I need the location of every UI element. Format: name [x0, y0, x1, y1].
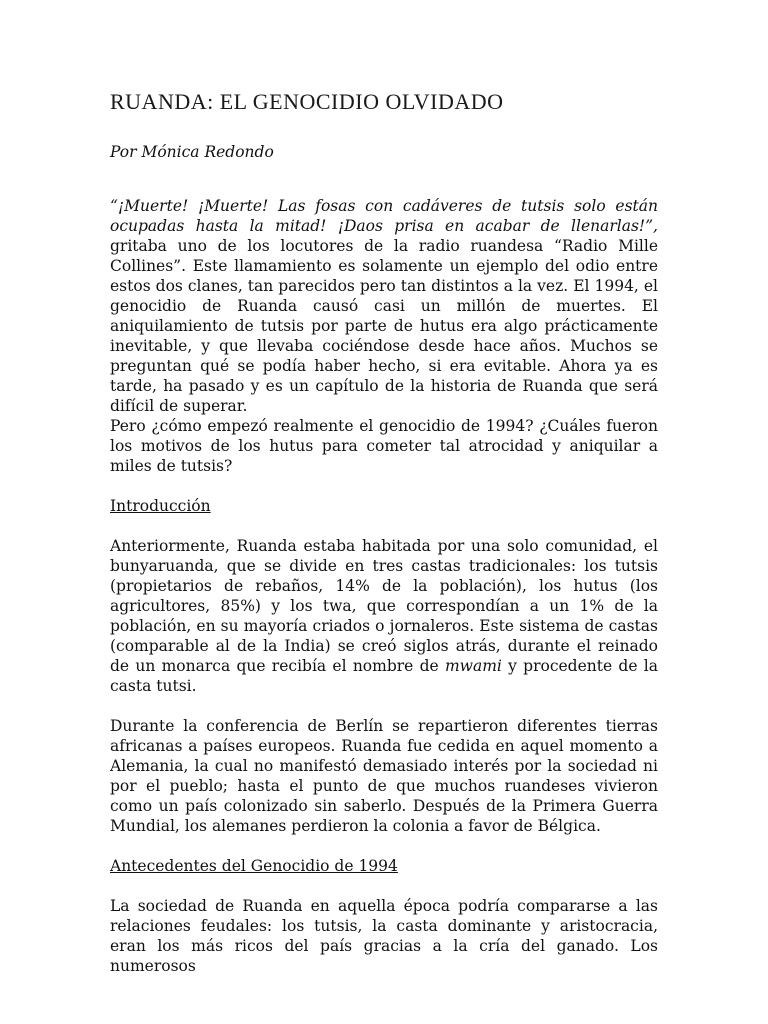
author-line: Por Mónica Redondo — [110, 143, 274, 161]
mwami-term: mwami — [444, 657, 502, 675]
document-title: RUANDA: EL GENOCIDIO OLVIDADO — [110, 89, 504, 114]
antecedentes-paragraph-1: La sociedad de Ruanda en aquella época podría compararse a las relaciones feudales: los tutsis, la casta dominante y aristocracia, eran los más ricos del país gracias a la cría del ganado. Los numerosos — [110, 897, 658, 975]
introduccion-p1-text-a: Anteriormente, Ruanda estaba habitada por una solo comunidad, el bunyaruanda, que se divide en tres castas tradicionales: los tutsis (propietarios de rebaños, 14% de la población), los hutus (los agricultores, 85%) y los twa, que correspondían a un 1% de la población, en su mayoría criados o jornaleros. Este sistema de castas (comparable al de la India) se creó siglos atrás, durante el reinado de un monarca que recibía el nombre de — [110, 537, 658, 675]
introduccion-paragraph-2: Durante la conferencia de Berlín se repartieron diferentes tierras africanas a países europeos. Ruanda fue cedida en aquel momento a Alemania, la cual no manifestó demasiado interés por la sociedad ni por el pueblo; hasta el punto de que muchos ruandeses vivieron como un país colonizado sin saberlo. Después de la Primera Guerra Mundial, los alemanes perdieron la colonia a favor de Bélgica. — [110, 717, 658, 835]
intro-text: gritaba uno de los locutores de la radio ruandesa “Radio Mille Collines”. Este llamamiento es solamente un ejemplo del odio entre estos dos clanes, tan parecidos pero tan distintos a la vez. El 1994, el genocidio de Ruanda causó casi un millón de muertes. El aniquilamiento de tutsis por parte de hutus era algo prácticamente inevitable, y que llevaba cociéndose desde hace años. Muchos se preguntan qué se podía haber hecho, si era evitable. Ahora ya es tarde, ha pasado y es un capítulo de la historia de Ruanda que será difícil de superar. — [110, 237, 658, 415]
question-paragraph: Pero ¿cómo empezó realmente el genocidio de 1994? ¿Cuáles fueron los motivos de los hutus para cometer tal atrocidad y aniquilar a miles de tutsis? — [110, 417, 658, 475]
section-heading-antecedentes: Antecedentes del Genocidio de 1994 — [110, 857, 398, 875]
section-heading-introduccion: Introducción — [110, 497, 211, 515]
intro-paragraph — [110, 196, 658, 416]
introduccion-paragraph-1 — [110, 536, 658, 696]
introduccion-p1-text-b: y procedente de la casta tutsi. — [110, 657, 658, 695]
document-page — [110, 88, 658, 976]
opening-quote: “¡Muerte! ¡Muerte! Las fosas con cadáveres de tutsis solo están ocupadas hasta la mitad! ¡Daos prisa en acabar de llenarlas!”, — [110, 197, 658, 235]
